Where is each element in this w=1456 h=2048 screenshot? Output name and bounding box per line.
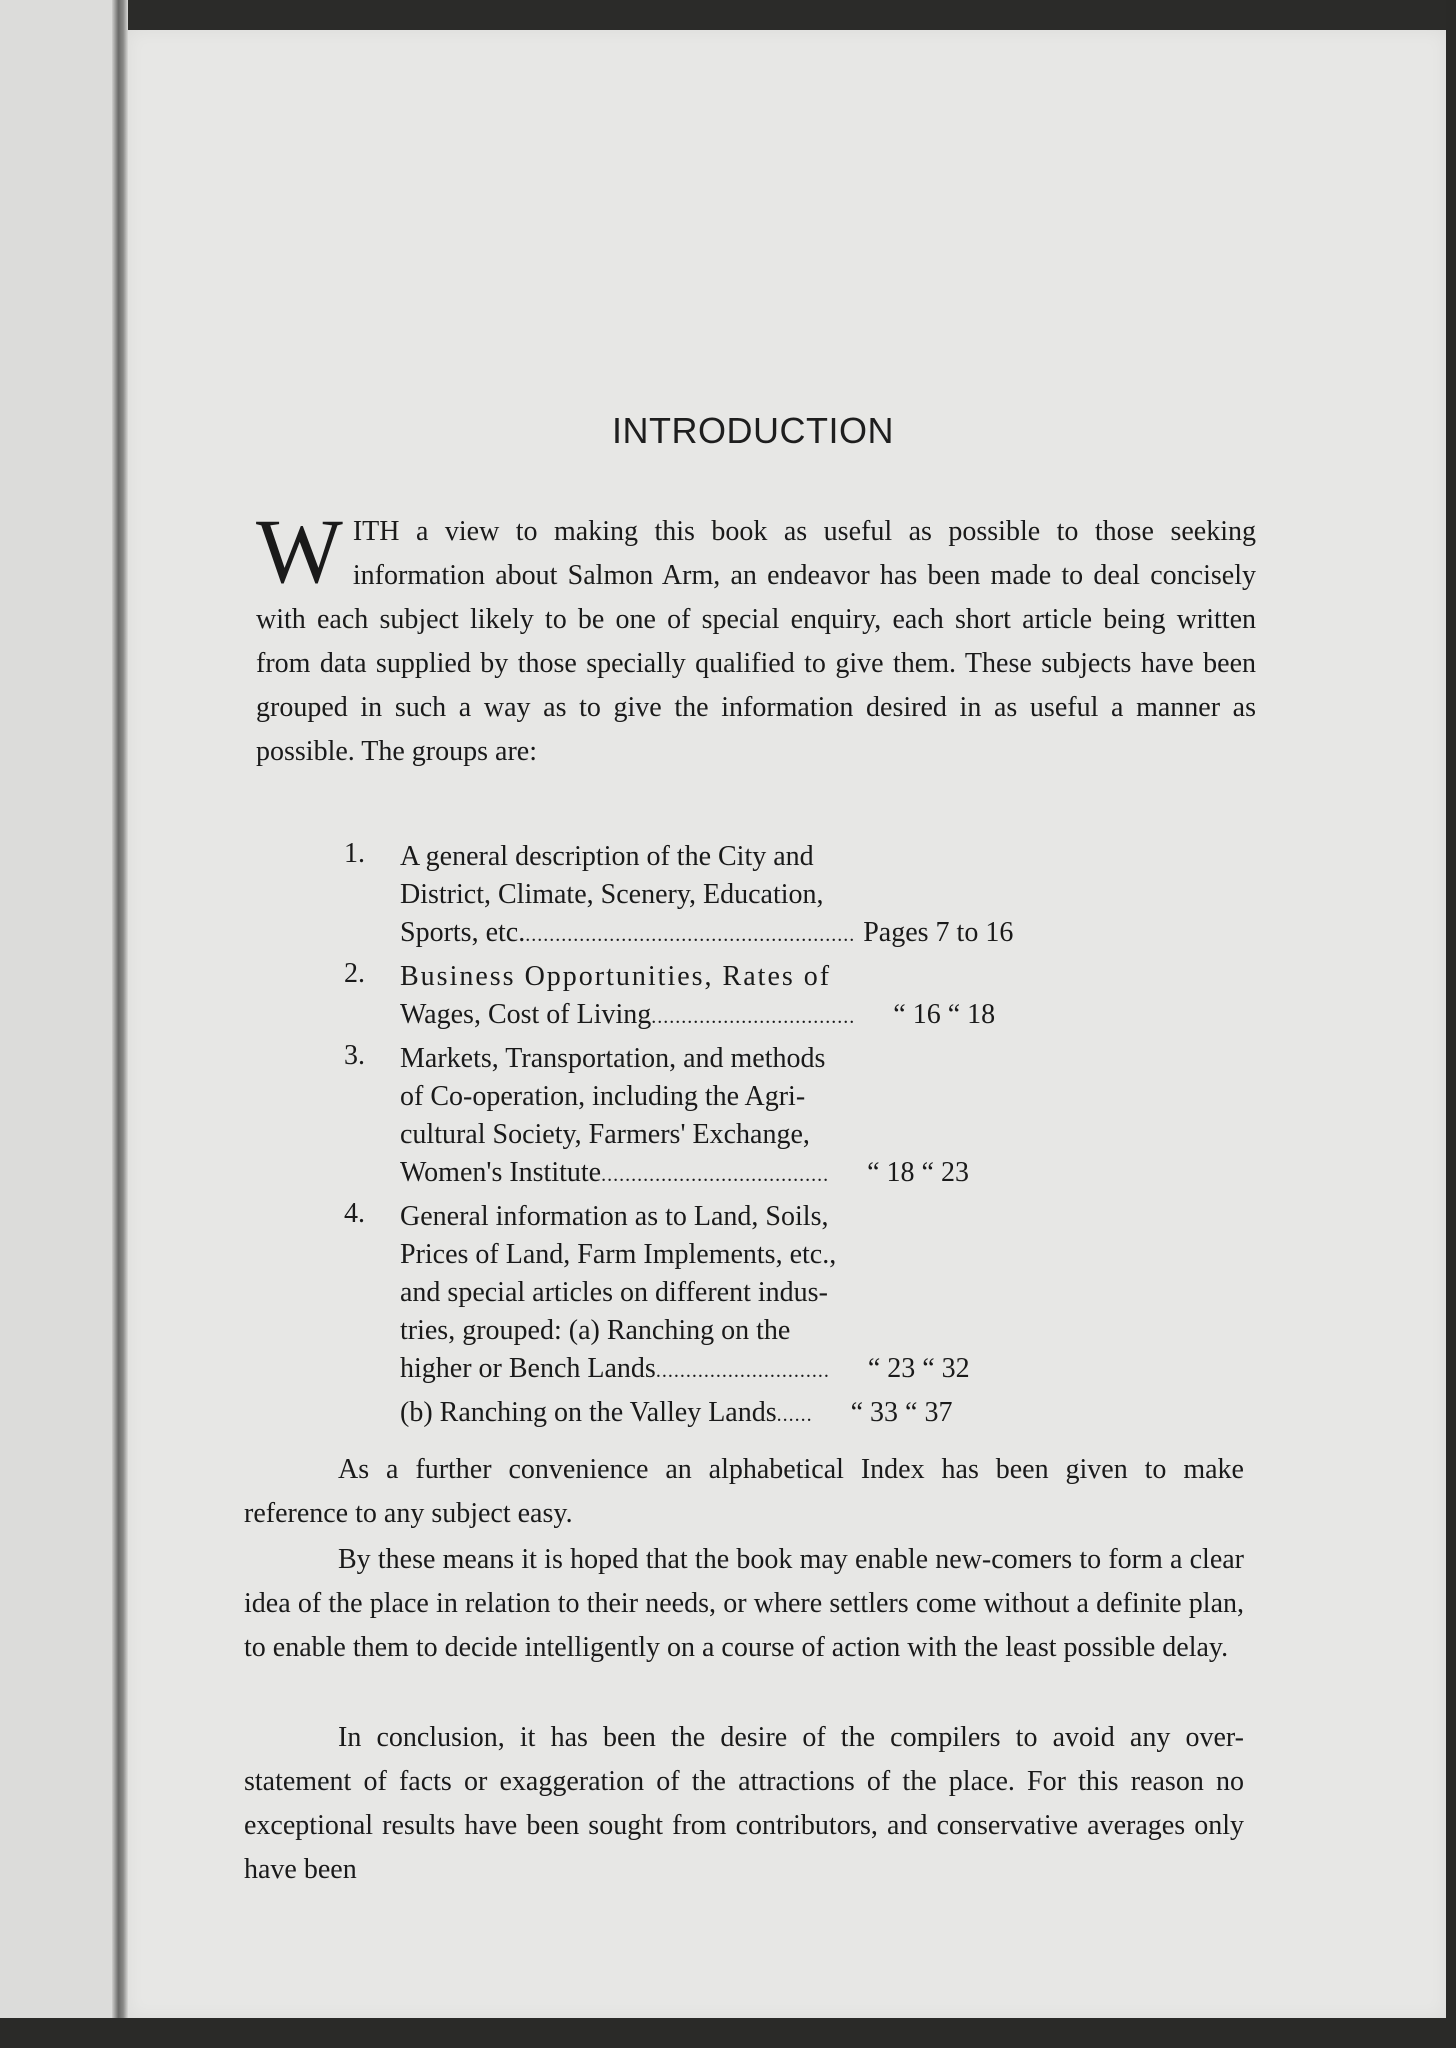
item-last-line <box>400 1394 1180 1434</box>
item-line: Business Opportunities, Rates of <box>400 961 832 992</box>
item-number: 2. <box>344 958 365 989</box>
list-item-group-4 <box>344 1198 1184 1390</box>
paragraph-conclusion: In conclusion, it has been the desire of the compilers to avoid any over-statement of facts or exaggeration of the attractions of the place. For this reason no exceptional results have been sought from contributors, and conservative averages only have been <box>244 1722 1244 1885</box>
item-body <box>400 1198 970 1390</box>
dot-leader: ....................................................... <box>525 924 856 946</box>
item-body <box>400 1394 953 1434</box>
page-range: Pages 7 to 16 <box>863 917 1014 948</box>
intro-paragraph <box>256 500 1256 774</box>
item-last-line <box>400 1154 1180 1194</box>
item-line: Markets, Transportation, and methods <box>400 1043 826 1074</box>
item-line: General information as to Land, Soils, <box>400 1201 829 1232</box>
item-line: A general description of the City and <box>400 841 814 872</box>
dot-leader: ............................. <box>655 1360 830 1382</box>
list-item-group-4b <box>344 1394 1184 1434</box>
dot-leader: ...................................... <box>601 1164 830 1186</box>
item-body <box>400 1040 969 1194</box>
item-last-line <box>400 996 1180 1036</box>
dot-leader: ...... <box>776 1404 813 1426</box>
item-line: Prices of Land, Farm Implements, etc., <box>400 1239 837 1270</box>
page-range: “ 16 “ 18 <box>893 999 996 1030</box>
item-last-line <box>400 914 1180 954</box>
page-range: “ 18 “ 23 <box>867 1157 969 1188</box>
item-line: Women's Institute <box>400 1157 602 1188</box>
item-number: 1. <box>344 838 365 869</box>
list-item-group-1 <box>344 838 1184 954</box>
item-number: 3. <box>344 1040 365 1071</box>
page-range: “ 33 “ 37 <box>850 1397 953 1428</box>
list-item-group-2 <box>344 958 1184 1036</box>
page-range: “ 23 “ 32 <box>867 1353 970 1384</box>
item-body <box>400 838 1014 954</box>
list-item-group-3 <box>344 1040 1184 1194</box>
item-line: higher or Bench Lands <box>400 1353 656 1384</box>
item-number: 4. <box>344 1198 365 1229</box>
item-line: of Co-operation, including the Agri- <box>400 1081 806 1112</box>
page-title: INTRODUCTION <box>612 410 894 451</box>
item-line: District, Climate, Scenery, Education, <box>400 879 824 910</box>
item-line: (b) Ranching on the Valley Lands <box>400 1397 777 1428</box>
paragraph-purpose: By these means it is hoped that the book may enable new-comers to form a clear idea of the place in relation to their needs, or where settlers come without a definite plan, to enable them to decide intelligently on a course of action with the least possible delay. <box>244 1544 1244 1663</box>
item-line: tries, grouped: (a) Ranching on the <box>400 1315 791 1346</box>
paragraph-index: As a further convenience an alphabetical Index has been given to make reference to any subject easy. <box>244 1454 1244 1529</box>
dot-leader: .................................. <box>651 1006 856 1028</box>
groups-list <box>344 838 1184 1438</box>
item-line: Wages, Cost of Living <box>400 999 652 1030</box>
item-line: cultural Society, Farmers' Exchange, <box>400 1119 810 1150</box>
item-line: Sports, etc. <box>400 917 526 948</box>
item-body <box>400 958 996 1036</box>
item-last-line <box>400 1350 1180 1390</box>
intro-text: ITH a view to making this book as useful as possible to those seeking information about Salmon Arm, an endeavor has been made to deal concisely with each subject likely to be one of special enquiry, each short article being written from data supplied by those specially qualified to give them. These subjects have been grouped in such a way as to give the information desired in as useful a manner as possible. The groups are: <box>256 516 1256 767</box>
item-line: and special articles on different indus- <box>400 1277 828 1308</box>
drop-cap: W <box>256 500 343 602</box>
